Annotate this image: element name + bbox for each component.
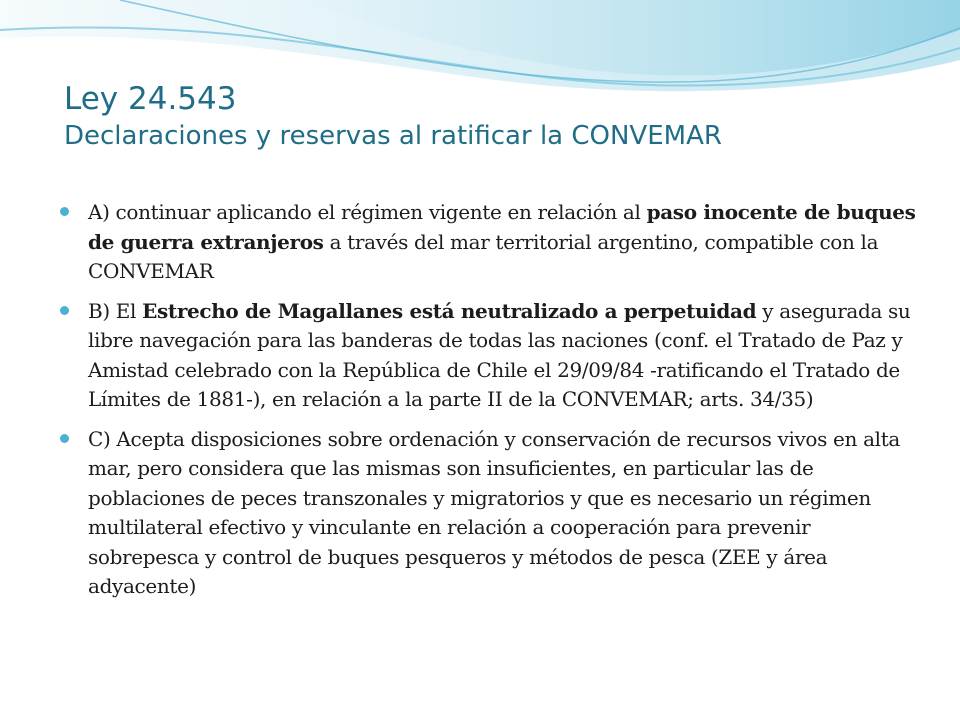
- page-title: Ley 24.543: [64, 81, 237, 117]
- bullet-dot-icon: [60, 434, 69, 443]
- bullet-list: [60, 198, 920, 612]
- title-block: [64, 80, 924, 154]
- page-subtitle: Declaraciones y reservas al ratificar la CONVEMAR: [64, 121, 722, 151]
- bullet-text-plain: C) Acepta disposiciones sobre ordenación y conservación de recursos vivos en alta mar, pero considera que las mismas son insuficientes, en particular las de poblaciones de peces transzonales y migratorios y que es necesario un régimen multilateral efectivo y vinculante en relación a cooperación para prevenir sobrepesca y control de buques pesqueros y métodos de pesca (ZEE y área adyacente): [88, 426, 900, 598]
- bullet-text-bold: Estrecho de Magallanes está neutralizado a perpetuidad: [142, 298, 757, 323]
- bullet-text: [88, 297, 920, 415]
- bullet-item-c: [60, 425, 920, 602]
- bullet-item-a: [60, 198, 920, 287]
- bullet-dot-icon: [60, 207, 69, 216]
- bullet-text-plain: a través del mar territorial argentino, compatible con la CONVEMAR: [88, 229, 879, 283]
- bullet-text: [88, 198, 920, 287]
- bullet-text: [88, 425, 920, 602]
- bullet-text-plain: A) continuar aplicando el régimen vigente en relación al: [88, 200, 647, 224]
- bullet-item-b: [60, 297, 920, 415]
- bullet-dot-icon: [60, 306, 69, 315]
- bullet-text-bold: paso inocente de buques de guerra extranjeros: [88, 200, 916, 254]
- bullet-text-plain: B) El: [88, 298, 143, 323]
- bullet-text-plain: y asegurada su libre navegación para las banderas de todas las naciones (conf. el Tratado de Paz y Amistad celebrado con la República de Chile el 29/09/84 -ratificando el Tratado de Límites de 1881-), en relación a la parte II de la CONVEMAR; arts. 34/35): [88, 298, 911, 411]
